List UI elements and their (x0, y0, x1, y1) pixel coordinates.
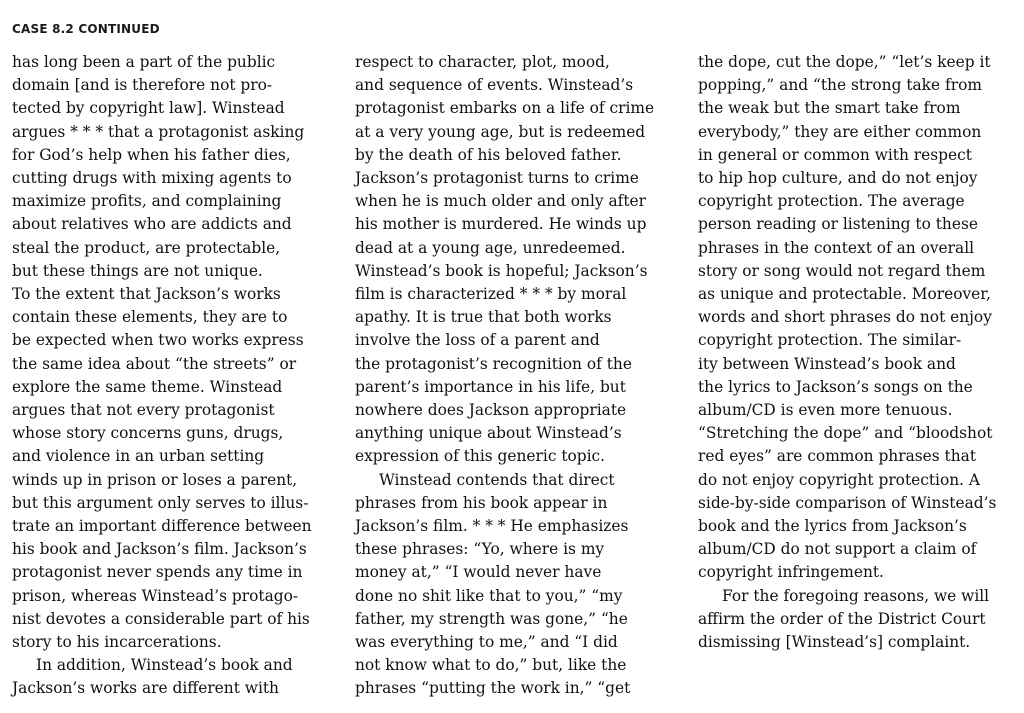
text-line: anything unique about Winstead’s (355, 424, 622, 443)
text-column-3 (698, 51, 1020, 654)
text-line: copyright protection. The similar- (698, 331, 962, 350)
text-line: film is characterized * * * by moral (355, 285, 627, 304)
text-line: by the death of his beloved father. (355, 145, 622, 164)
text-column-2 (355, 51, 677, 701)
text-line: person reading or listening to these (698, 215, 978, 234)
text-line: popping,” and “the strong take from (698, 76, 982, 95)
text-line: these phrases: “Yo, where is my (355, 540, 605, 559)
text-line: album/CD do not support a claim of (698, 540, 977, 559)
text-line: at a very young age, but is redeemed (355, 122, 646, 141)
text-line: the weak but the smart take from (698, 99, 961, 118)
text-line: when he is much older and only after (355, 192, 646, 211)
text-line: To the extent that Jackson’s works (12, 285, 281, 304)
text-line: and sequence of events. Winstead’s (355, 76, 634, 95)
text-line: “Stretching the dope” and “bloodshot (698, 424, 993, 443)
text-line: nowhere does Jackson appropriate (355, 401, 627, 420)
text-line: phrases in the context of an overall (698, 238, 975, 257)
text-line: the same idea about “the streets” or (12, 354, 297, 373)
text-line: Jackson’s works are different with (12, 679, 279, 698)
text-line: money at,” “I would never have (355, 563, 602, 582)
text-line: dismissing [Winstead’s] complaint. (698, 633, 971, 652)
text-line: apathy. It is true that both works (355, 308, 612, 327)
text-line: tected by copyright law]. Winstead (12, 99, 285, 118)
text-line: argues that not every protagonist (12, 401, 275, 420)
text-line: ity between Winstead’s book and (698, 354, 956, 373)
text-line: everybody,” they are either common (698, 122, 982, 141)
text-line: phrases from his book appear in (355, 493, 608, 512)
text-line: father, my strength was gone,” “he (355, 609, 628, 628)
text-line: to hip hop culture, and do not enjoy (698, 169, 978, 188)
text-line: protagonist embarks on a life of crime (355, 99, 655, 118)
text-line: Winstead contends that direct (379, 470, 615, 489)
text-line: explore the same theme. Winstead (12, 377, 283, 396)
text-line: dead at a young age, unredeemed. (355, 238, 626, 257)
text-line: phrases “putting the work in,” “get (355, 679, 631, 698)
text-line: the lyrics to Jackson’s songs on the (698, 377, 973, 396)
text-line: red eyes” are common phrases that (698, 447, 977, 466)
text-line: the protagonist’s recognition of the (355, 354, 632, 373)
text-line: story to his incarcerations. (12, 633, 222, 652)
text-line: involve the loss of a parent and (355, 331, 600, 350)
text-line: his book and Jackson’s film. Jackson’s (12, 540, 307, 559)
text-line: respect to character, plot, mood, (355, 53, 610, 71)
text-line: copyright infringement. (698, 563, 884, 582)
text-line: domain [and is therefore not pro- (12, 76, 273, 95)
text-line: has long been a part of the public (12, 53, 276, 71)
text-line: steal the product, are protectable, (12, 238, 281, 257)
text-line: do not enjoy copyright protection. A (698, 470, 981, 489)
text-line: but these things are not unique. (12, 261, 263, 280)
text-line: nist devotes a considerable part of his (12, 609, 310, 628)
text-line: his mother is murdered. He winds up (355, 215, 647, 234)
text-line: winds up in prison or loses a parent, (12, 470, 298, 489)
text-line: Jackson’s protagonist turns to crime (355, 169, 639, 188)
text-line: book and the lyrics from Jackson’s (698, 517, 967, 536)
text-line: in general or common with respect (698, 145, 972, 164)
text-line: prison, whereas Winstead’s protago- (12, 586, 299, 605)
text-line: as unique and protectable. Moreover, (698, 285, 991, 304)
text-line: contain these elements, they are to (12, 308, 288, 327)
running-head: CASE 8.2 CONTINUED (12, 22, 160, 36)
text-line: for God’s help when his father dies, (12, 145, 291, 164)
text-line: about relatives who are addicts and (12, 215, 292, 234)
text-line: cutting drugs with mixing agents to (12, 169, 292, 188)
text-line: trate an important difference between (12, 517, 312, 536)
text-line: be expected when two works express (12, 331, 304, 350)
text-line: protagonist never spends any time in (12, 563, 303, 582)
text-line: was everything to me,” and “I did (355, 633, 618, 652)
text-line: argues * * * that a protagonist asking (12, 122, 305, 141)
text-line: maximize profits, and complaining (12, 192, 282, 211)
text-line: For the foregoing reasons, we will (722, 586, 990, 605)
text-line: affirm the order of the District Court (698, 609, 986, 628)
text-line: copyright protection. The average (698, 192, 965, 211)
text-line: expression of this generic topic. (355, 447, 606, 466)
text-line: but this argument only serves to illus- (12, 493, 309, 512)
text-line: side-by-side comparison of Winstead’s (698, 493, 997, 512)
text-line: album/CD is even more tenuous. (698, 401, 953, 420)
text-line: done no shit like that to you,” “my (355, 586, 623, 605)
text-line: In addition, Winstead’s book and (36, 656, 293, 675)
text-line: and violence in an urban setting (12, 447, 265, 466)
text-line: not know what to do,” but, like the (355, 656, 627, 675)
text-line: story or song would not regard them (698, 261, 986, 280)
text-line: Jackson’s film. * * * He emphasizes (355, 517, 629, 536)
text-line: words and short phrases do not enjoy (698, 308, 992, 327)
text-column-1 (12, 51, 334, 701)
text-line: parent’s importance in his life, but (355, 377, 626, 396)
text-line: the dope, cut the dope,” “let’s keep it (698, 53, 991, 71)
text-line: whose story concerns guns, drugs, (12, 424, 284, 443)
text-line: Winstead’s book is hopeful; Jackson’s (355, 261, 648, 280)
